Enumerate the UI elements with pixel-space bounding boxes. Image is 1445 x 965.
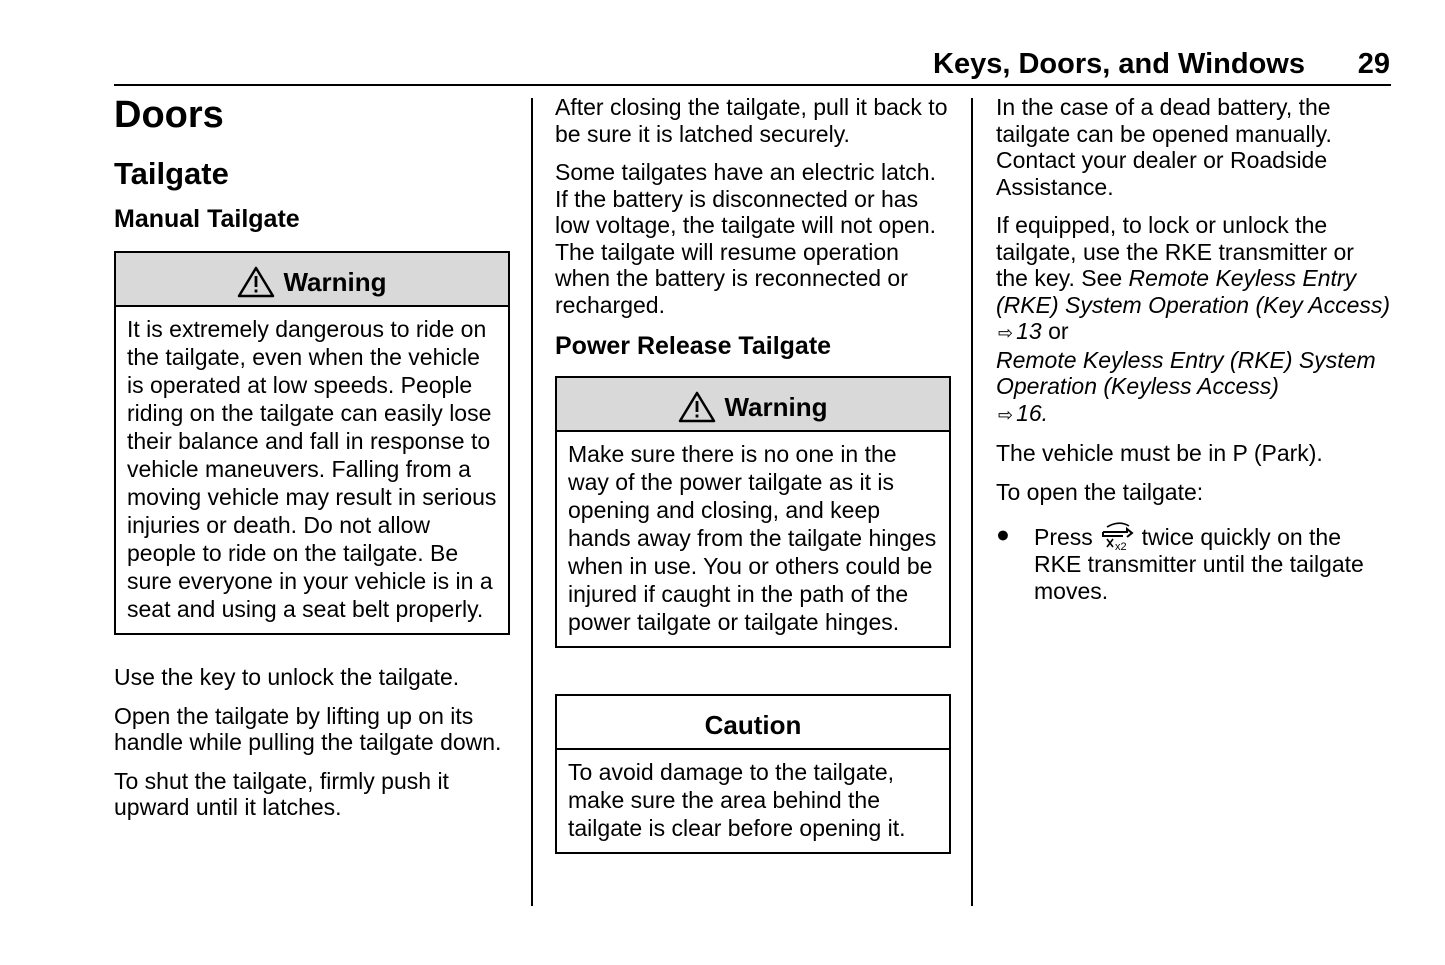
paragraph: The vehicle must be in P (Park). <box>996 440 1323 466</box>
column-divider <box>971 98 973 906</box>
column-2 <box>555 94 951 854</box>
rear-tailgate-button-icon <box>1099 521 1135 551</box>
warning-title: Warning <box>283 266 387 297</box>
caution-header <box>557 696 949 750</box>
warning-header <box>557 378 949 432</box>
paragraph: After closing the tailgate, pull it back to be sure it is latched securely. <box>555 94 948 147</box>
warning-header <box>116 253 508 307</box>
paragraph: Open the tailgate by lifting up on its handle while pulling the tailgate down. <box>114 702 502 755</box>
paragraph: Some tailgates have an electric latch. If the battery is disconnected or has low voltage, the tailgate will not open. The tailgate will resume operation when the battery is reconnected or recharged. <box>555 159 937 318</box>
caution-title: Caution <box>704 709 802 740</box>
page-reference[interactable]: 16. <box>1016 399 1049 426</box>
warning-triangle-icon <box>237 266 275 298</box>
page-reference[interactable]: 13 <box>1016 318 1042 344</box>
paragraph-rke-reference: If equipped, to lock or unlock the tailgate, use the RKE transmitter or the key. See Remote Keyless Entry (RKE) System Operation (Key Access) ⇨ 13 or Remote Keyless Entry (RKE) System Operation (Keyless Access) ⇨ 16. <box>996 212 1391 428</box>
warning-box <box>555 376 951 648</box>
paragraph: Use the key to unlock the tailgate. <box>114 664 460 690</box>
warning-box <box>114 251 510 635</box>
list-item: ● Press x2 twice quickly on the RKE transmitter until the tailgate moves. <box>996 521 1364 604</box>
cross-reference[interactable]: Remote Keyless Entry (RKE) System Operation (Keyless Access) <box>996 346 1376 399</box>
bullet-icon: ● <box>996 521 1010 547</box>
heading-doors: Doors <box>114 94 224 136</box>
column-1 <box>114 94 510 821</box>
cross-reference[interactable]: Remote Keyless Entry (RKE) System Operation (Key Access) <box>996 265 1391 318</box>
page-number: 29 <box>1357 48 1390 80</box>
page-header <box>114 44 1391 86</box>
svg-text:x2: x2 <box>1115 541 1127 551</box>
paragraph: To open the tailgate: <box>996 478 1204 505</box>
warning-text: It is extremely dangerous to ride on the tailgate, even when the vehicle is operated at low speeds. People riding on the tailgate can easily lose their balance and fall in response to vehicle maneuvers. Falling from a moving vehicle may result in serious injuries or death. Do not allow people to ride on the tailgate. Be sure everyone in your vehicle is in a seat and using a seat belt properly. <box>127 316 497 622</box>
warning-text: Make sure there is no one in the way of the power tailgate as it is opening and closing, and keep hands away from the tailgate hinges when in use. You or others could be injured if caught in the path of the power tailgate or tailgate hinges. <box>568 441 937 635</box>
warning-triangle-icon <box>678 391 716 423</box>
caution-box <box>555 694 951 854</box>
heading-tailgate: Tailgate <box>114 156 229 191</box>
page-arrow-icon: ⇨ <box>998 404 1014 425</box>
caution-text: To avoid damage to the tailgate, make sure the area behind the tailgate is clear before opening it. <box>568 759 906 841</box>
paragraph: To shut the tailgate, firmly push it upward until it latches. <box>114 767 449 820</box>
paragraph: In the case of a dead battery, the tailgate can be opened manually. Contact your dealer or Roadside Assistance. <box>996 94 1332 200</box>
page-arrow-icon: ⇨ <box>998 323 1014 343</box>
section-title: Keys, Doors, and Windows <box>933 48 1305 80</box>
heading-manual-tailgate: Manual Tailgate <box>114 205 300 233</box>
column-divider <box>531 98 533 906</box>
warning-title: Warning <box>724 391 828 422</box>
column-3 <box>996 94 1391 604</box>
heading-power-release-tailgate: Power Release Tailgate <box>555 332 832 360</box>
